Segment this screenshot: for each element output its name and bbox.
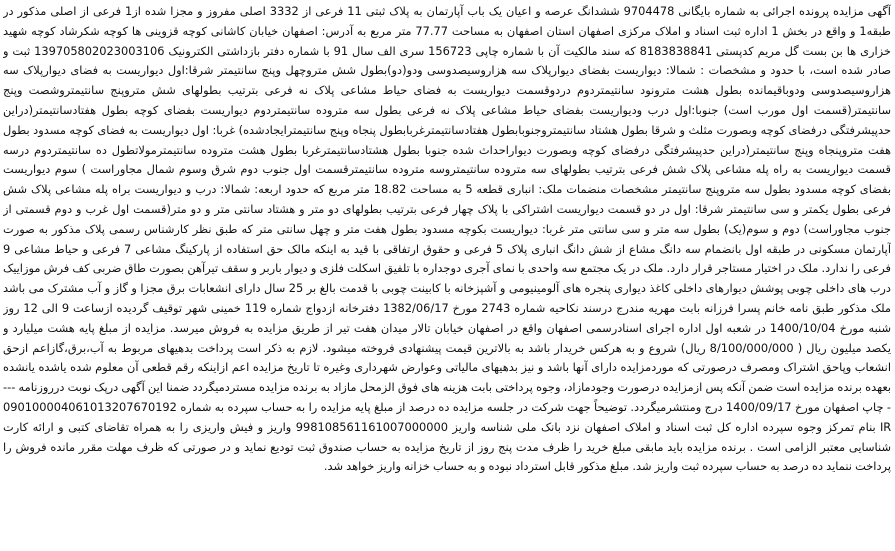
notice-paragraph: آگهی مزایده پرونده اجرائی به شماره بایگانی 9704478 ششدانگ عرصه و اعیان یک باب آپارتمان به پلاک ثبتی 11 فرعی از 3332 اصلی مفروز و مجزا شده از1 فرعی از اصلی مذکور در طبقه1 و واقع در بخش 1 اداره ثبت اسناد و املاک مرکزی اصفهان استان اصفهان به مساحت 77.77 متر مربع به آدرس: اصفهان خیابان کاشانی کوچه قزوینی ها کوچه شکرشاد کوچه شهید خزاری ها بن بست گل مریم کدپستی 8183838841 که سند مالکیت آن با شماره چاپی 156723 سری الف سال 91 با شماره دفتر بازداشتی الکترونیک 139705802023003106 ثبت و صادر شده است، با حدود و مشخصات : شمالا: دیواریست بفضای دیوارپلاک سه هزاروسیصدوسی ودو(دو)بطول شش متروچهل وپنج سانتیمتر شرقا:اول دیواریست به فضای دیوارپلاک سه هزاروسیصدوسی ودوباقیمانده بطول هشت مترونود سانتیمتردوم دردوقسمت دیواریست به فضای حیاط مشاعی پلاک نه فرعی بترتیب بطولهای شش متروپنج سانتیمتروشصت وپنج سانتیمتر(قسمت اول مورب است) جنوبا:اول درب ودیواریست بفضای حیاط مشاعی پلاک نه فرعی بطول سه متروده سانتیمتردوم دیواریست بفضای کوچه بطول هفتادسانتیمتر(دراین حدپیشرفتگی درفضای کوچه وبصورت مثلث و شرقا بطول هشتاد سانتیمتروجنوبابطول هفتادسانتیمترغربابطول پنجاه وپنج سانتیمترایجادشده) غربا: اول دیواریست به فضای کوچه مسدود بطول هفت متروپنجاه وپنج سانتیمتر(دراین حدپیشرفتگی درفضای کوچه وبصورت دیواراحداث شده جنوبا بطول هشتادسانتیمترغربا بطول هشت متروده سانتیمترمولاتطول ده سانتیمتردوم درسه قسمت دیواریست به راه پله مشاعی پلاک شش فرعی بترتیب بطولهای سه متروده سانتیمتروسه متروده سانتیمترقسمت اول جنوب دوم شرق وسوم شمال مجاوراست ) سوم دیواریست بفضای کوچه مسدود بطول سه متروپنج سانتیمتر مشخصات منضمات ملک: انباری قطعه 5 به مساحت 18.82 متر مربع که حدود اربعه: شمالا: درب و دیواریست براه پله مشاعی پلاک شش فرعی بطول یکمتر و سی سانتیمتر شرقا: اول در دو قسمت دیواریست اشتراکی با پلاک چهار فرعی بترتیب بطولهای دو متر و هشتاد سانتی متر و دو متر(قسمت اول غرب و دوم قسمتی از جنوب مجاوراست) دوم و سوم(یک) بطول سه متر و سی سانتی متر غربا: دیواریست بکوچه مسدود بطول هفت متر و چهل سانتی متر که طبق نظر کارشناس رسمی پلاک مذکور به صورت آپارتمان مسکونی در طبقه اول بانضمام سه دانگ مشاع از شش دانگ انباری پلاک 5 فرعی و حقوق ارتفاقی با قید به اینکه مالک حق استفاده از پارکینگ مشاعی 7 فرعی و حیاط مشاعی 9 فرعی را ندارد. ملک در اختیار مستاجر قرار دارد. ملک در یک مجتمع سه واحدی با نمای آجری دوجداره با تلفیق اسکلت فلزی و دیوار باربر و سقف تیرآهن بصورت طاق ضربی کف فرش موزاییک درب های داخلی چوبی پوشش دیوارهای داخلی کاغذ دیواری پنجره های آلومینیومی و آشپزخانه با کابینت چوبی با قدمت بالغ بر 25 سال دارای انشعابات برق مجزا و گاز و آب مشترک می باشد ملک مذکور طبق نامه خانم پسرا فرزانه بابت مهریه مندرج درسند نکاحیه شماره 2743 مورخ 1382/06/17 دفترخانه ازدواج شماره 119 خمینی شهر توقیف گردیده ازساعت 9 الی 12 روز شنبه مورخ 1400/10/04 در شعبه اول اداره اجرای اسنادرسمی اصفهان واقع در اصفهان خیابان تالار میدان هفت تیر از طریق مزایده به فروش میرسد. مزایده از مبلغ پایه هشت میلیارد و یکصد میلیون ریال ( 8/100/000/000 ریال) شروع و به هرکس خریدار باشد به بالاترین قیمت پیشنهادی فروخته میشود. لازم به ذکر است پرداخت بدهیهای مربوط به آب،برق،گازاعم ازحق انشعاب وپاحق اشتراک ومصرف درصورتی که موردمزایده دارای آنها باشد و نیز بدهیهای مالیاتی وعوارض شهرداری وغیره تا تاریخ مزایده اعم ازاینکه رقم قطعی آن معلوم شده یاشده یانشده بعهده برنده مزایده است ضمن آنکه پس ازمزایده درصورت وجودمازاد، وجوه پرداختی بابت هزینه های فوق الزمحل مازاد به برنده مزایده مستردمیگردد ضمنا این آگهی درپک نوبت درروزنامه ---- چاپ اصفهان مورخ 1400/09/17 درج ومنتشرمیگردد. توضیحاً جهت شرکت در جلسه مزایده ده درصد از مبلغ پایه مزایده را به حساب سپرده به شماره 090100004061013207670192 IR بنام تمرکز وجوه سپرده اداره کل ثبت اسناد و املاک اصفهان نزد بانک ملی شناسه واریز 998108561161007000000 واریز و فیش واریزی را به همراه تقاضای کتبی و ارائه کارت شناسایی معتبر الزامی است . برنده مزایده باید مابقی مبلغ خرید را ظرف مدت پنج روز از تاریخ مزایده به حساب صندوق ثبت تودیع نماید و در صورتی که ظرف مهلت مقرر مانده فروش را پرداخت ننماید ده درصد به حساب سپرده ثبت واریز شد. مبلغ مذکور قابل استرداد نبوده و به حساب خزانه واریز خواهد شد. [3,4,891,474]
auction-notice-text [3,2,891,548]
